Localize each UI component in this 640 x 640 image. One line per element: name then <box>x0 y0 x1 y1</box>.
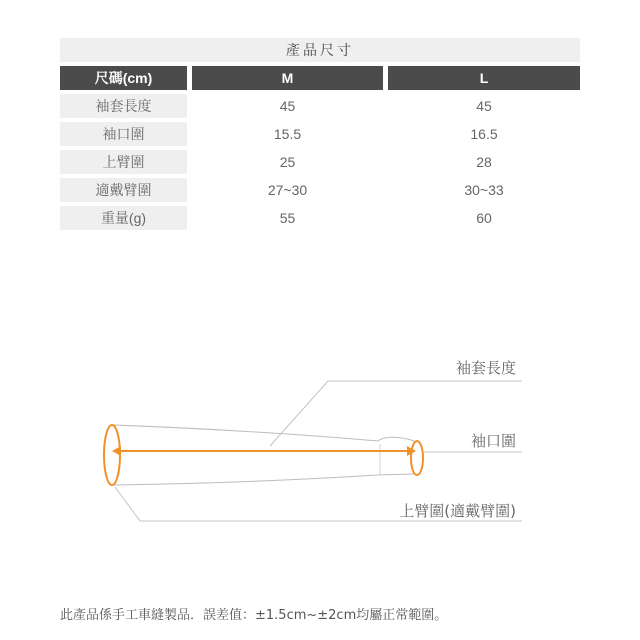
row-value-m: 15.5 <box>273 126 302 142</box>
row-value-l: 28 <box>476 154 492 170</box>
row-label: 袖口圍 <box>60 122 187 146</box>
row-value-l: 45 <box>476 98 492 114</box>
row-label: 袖套長度 <box>60 94 187 118</box>
row-label: 重量(g) <box>60 206 187 230</box>
tolerance-note: 此產品係手工車縫製品．誤差值：±1.5cm~±2cm均屬正常範圍。 <box>60 608 448 623</box>
length-label: 袖套長度 <box>455 359 516 377</box>
size-table-title: 產品尺寸 <box>60 38 580 62</box>
row-value-m: 45 <box>279 98 296 114</box>
row-label: 上臂圍 <box>60 150 187 174</box>
sleeve-bottom-edge <box>112 475 378 485</box>
upper-arm-opening <box>104 425 120 485</box>
row-value-l: 16.5 <box>470 126 498 142</box>
length-arrow-left-head <box>112 446 121 456</box>
cuff-label: 袖口圍 <box>470 432 516 450</box>
size-header-label: 尺碼(cm) <box>60 66 187 90</box>
row-value-l: 60 <box>476 210 492 226</box>
row-value-m: 27~30 <box>267 182 308 198</box>
row-label: 適戴臂圍 <box>60 178 187 202</box>
row-value-m: 25 <box>279 154 296 170</box>
row-value-m: 55 <box>279 210 296 226</box>
size-header-l: L <box>388 66 580 90</box>
cuff-bottom-edge <box>378 474 414 475</box>
sleeve-top-edge <box>112 425 378 441</box>
sleeve-diagram <box>0 340 640 540</box>
size-header-m: M <box>192 66 383 90</box>
cuff-top-edge <box>378 437 414 441</box>
row-value-l: 30~33 <box>464 182 504 198</box>
cuff-opening <box>411 441 423 475</box>
upper-arm-label: 上臂圍(適戴臂圍) <box>399 502 516 520</box>
